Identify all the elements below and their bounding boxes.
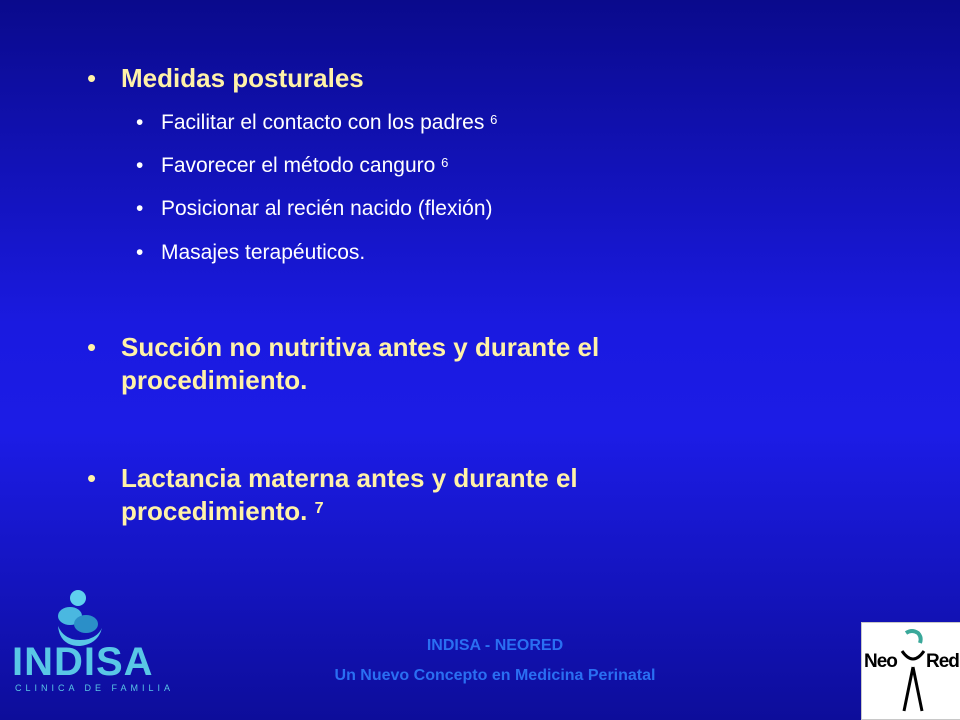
neored-left-text: Neo <box>864 651 897 672</box>
footer-line2: Un Nuevo Concepto en Medicina Perinatal <box>334 667 656 684</box>
bullet-dot: • <box>87 332 97 362</box>
subbullet-dot: • <box>136 154 144 177</box>
bullet-dot: • <box>87 463 97 493</box>
indisa-subtitle: CLINICA DE FAMILIA <box>15 683 175 693</box>
bullet-text-line1: Succión no nutritiva antes y durante el <box>121 332 600 362</box>
subbullet-contacto-padres <box>136 110 498 136</box>
citation-sup: 6 <box>490 112 498 127</box>
bullet-text-line2: procedimiento. <box>121 496 308 526</box>
subbullet-text: Favorecer el método canguro <box>161 154 436 177</box>
footer-line1: INDISA - NEORED <box>426 637 564 654</box>
bullet-medidas-posturales <box>87 62 364 95</box>
subbullet-text: Facilitar el contacto con los padres <box>161 111 485 134</box>
bullet-text-line2: procedimiento. <box>121 365 308 395</box>
bullet-text: Medidas posturales <box>121 63 364 93</box>
neored-right-text: Red <box>926 651 959 672</box>
citation-sup: 7 <box>314 499 324 517</box>
subbullet-dot: • <box>136 241 144 264</box>
subbullet-dot: • <box>136 197 144 220</box>
subbullet-metodo-canguro <box>136 153 449 179</box>
subbullet-text: Posicionar al recién nacido (flexión) <box>161 197 493 220</box>
subbullet-text: Masajes terapéuticos. <box>161 241 366 264</box>
neored-figure-icon <box>898 627 928 715</box>
bullet-lactancia <box>87 462 578 528</box>
subbullet-posicionar <box>136 196 493 222</box>
bullet-succion <box>87 331 600 397</box>
bullet-dot: • <box>87 63 97 93</box>
subbullet-dot: • <box>136 111 144 134</box>
neored-logo <box>861 622 960 720</box>
citation-sup: 6 <box>441 155 449 170</box>
bullet-text-line1: Lactancia materna antes y durante el <box>121 463 578 493</box>
subbullet-masajes <box>136 240 366 266</box>
indisa-name: INDISA <box>12 640 154 684</box>
